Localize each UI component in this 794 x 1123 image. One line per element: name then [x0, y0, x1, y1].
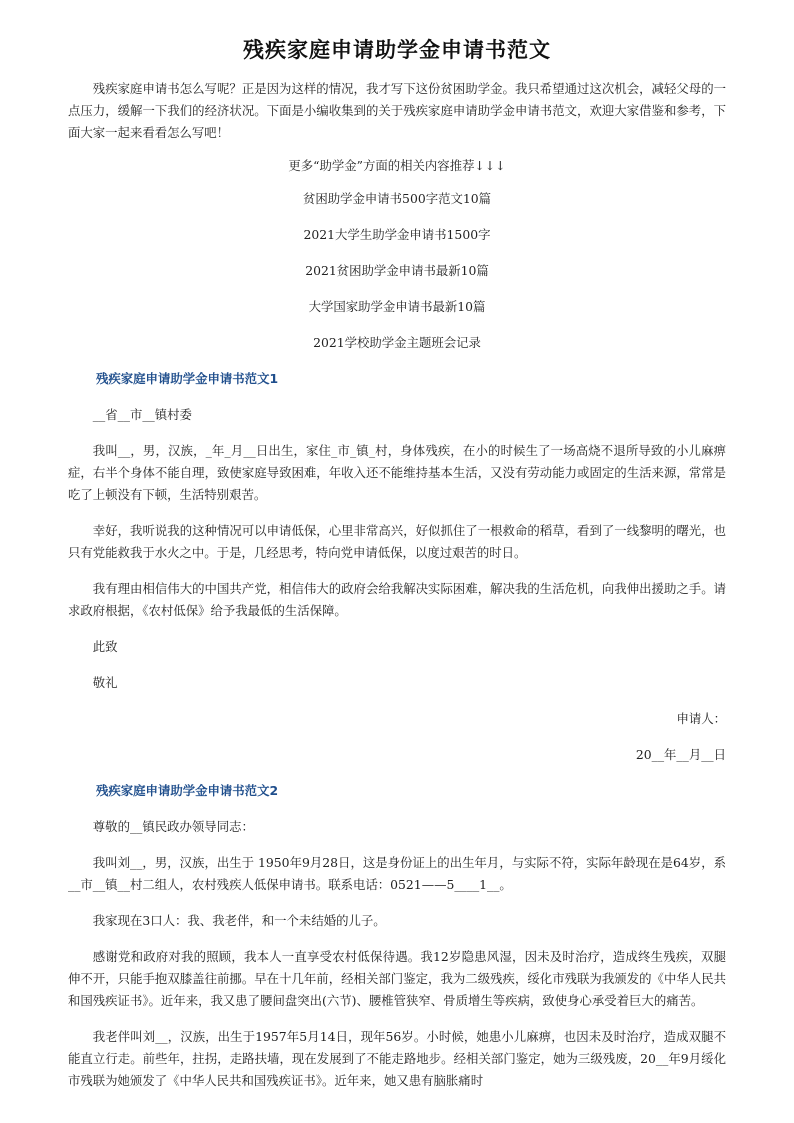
- recommend-heading: 更多“助学金”方面的相关内容推荐↓↓↓: [288, 158, 506, 173]
- closing-salute: 此致: [92, 639, 118, 654]
- recommend-link[interactable]: 2021学校助学金主题班会记录: [313, 335, 481, 350]
- sample2-paragraph-1: 我叫刘__，男，汉族，出生于 1950年9月28日，这是身份证上的出生年月，与实际不符，实际年龄现在是64岁，系__市__镇__村二组人，农村残疾人低保申请书。联系电话：0521——5____1__。: [68, 855, 726, 892]
- applicant-label: 申请人：: [676, 711, 726, 726]
- addressee-2: 尊敬的__镇民政办领导同志：: [92, 819, 254, 834]
- date-line: 20__年__月__日: [635, 747, 726, 762]
- sample2-paragraph-2: 我家现在3口人：我、我老伴，和一个未结婚的儿子。: [92, 913, 386, 928]
- recommend-link[interactable]: 2021贫困助学金申请书最新10篇: [305, 263, 489, 278]
- sample1-paragraph-3: 我有理由相信伟大的中国共产党，相信伟大的政府会给我解决实际困难，解决我的生活危机，向我伸出援助之手。请求政府根据，《农村低保》给予我最低的生活保障。: [68, 581, 726, 618]
- recommend-link[interactable]: 贫困助学金申请书500字范文10篇: [302, 191, 492, 206]
- intro-paragraph: 残疾家庭申请书怎么写呢？正是因为这样的情况，我才写下这份贫困助学金。我只希望通过这次机会，减轻父母的一点压力，缓解一下我们的经济状况。下面是小编收集到的关于残疾家庭申请助学金申请书范文，欢迎大家借鉴和参考，下面大家一起来看看怎么写吧！: [68, 81, 726, 140]
- recommend-link[interactable]: 2021大学生助学金申请书1500字: [303, 227, 491, 242]
- addressee-1: __省__市__镇村委: [92, 407, 192, 422]
- closing-regards: 敬礼: [92, 675, 118, 690]
- sample2-paragraph-4: 我老伴叫刘__，汉族，出生于1957年5月14日，现年56岁。小时候，她患小儿麻痹，也因未及时治疗，造成双腿不能直立行走。前些年，拄拐，走路扶墙，现在发展到了不能走路地步。经相关部门鉴定，她为三级残废，20__年9月绥化市残联为她颁发了《中华人民共和国残疾证书》。近年来，她又患有脑胀痛时: [68, 1029, 726, 1088]
- document-title: 残疾家庭申请助学金申请书范文: [243, 38, 551, 62]
- sample2-paragraph-3: 感谢党和政府对我的照顾，我本人一直享受农村低保待遇。我12岁隐患风湿，因未及时治疗，造成终生残疾，双腿伸不开，只能手抱双膝盖往前挪。早在十几年前，经相关部门鉴定，我为二级残疾，绥化市残联为我颁发的《中华人民共和国残疾证书》。近年来，我又患了腰间盘突出(六节)、腰椎管狭窄、骨质增生等疾病，致使身心承受着巨大的痛苦。: [68, 949, 726, 1008]
- recommend-link[interactable]: 大学国家助学金申请书最新10篇: [308, 299, 486, 314]
- sample1-paragraph-1: 我叫__，男，汉族，_年_月__日出生，家住_市_镇_村，身体残疾，在小的时候生了一场高烧不退所导致的小儿麻痹症，右半个身体不能自理，致使家庭导致困难，年收入还不能维持基本生活，又没有劳动能力或固定的生活来源，常常是吃了上顿没有下顿，生活特别艰苦。: [68, 443, 726, 502]
- section-title-2: 残疾家庭申请助学金申请书范文2: [96, 783, 279, 798]
- sample1-paragraph-2: 幸好，我听说我的这种情况可以申请低保，心里非常高兴，好似抓住了一根救命的稻草，看到了一线黎明的曙光，也只有党能救我于水火之中。于是，几经思考，特向党申请低保，以度过艰苦的时日。: [68, 523, 726, 560]
- section-title-1: 残疾家庭申请助学金申请书范文1: [96, 371, 279, 386]
- recommend-list: [68, 188, 726, 354]
